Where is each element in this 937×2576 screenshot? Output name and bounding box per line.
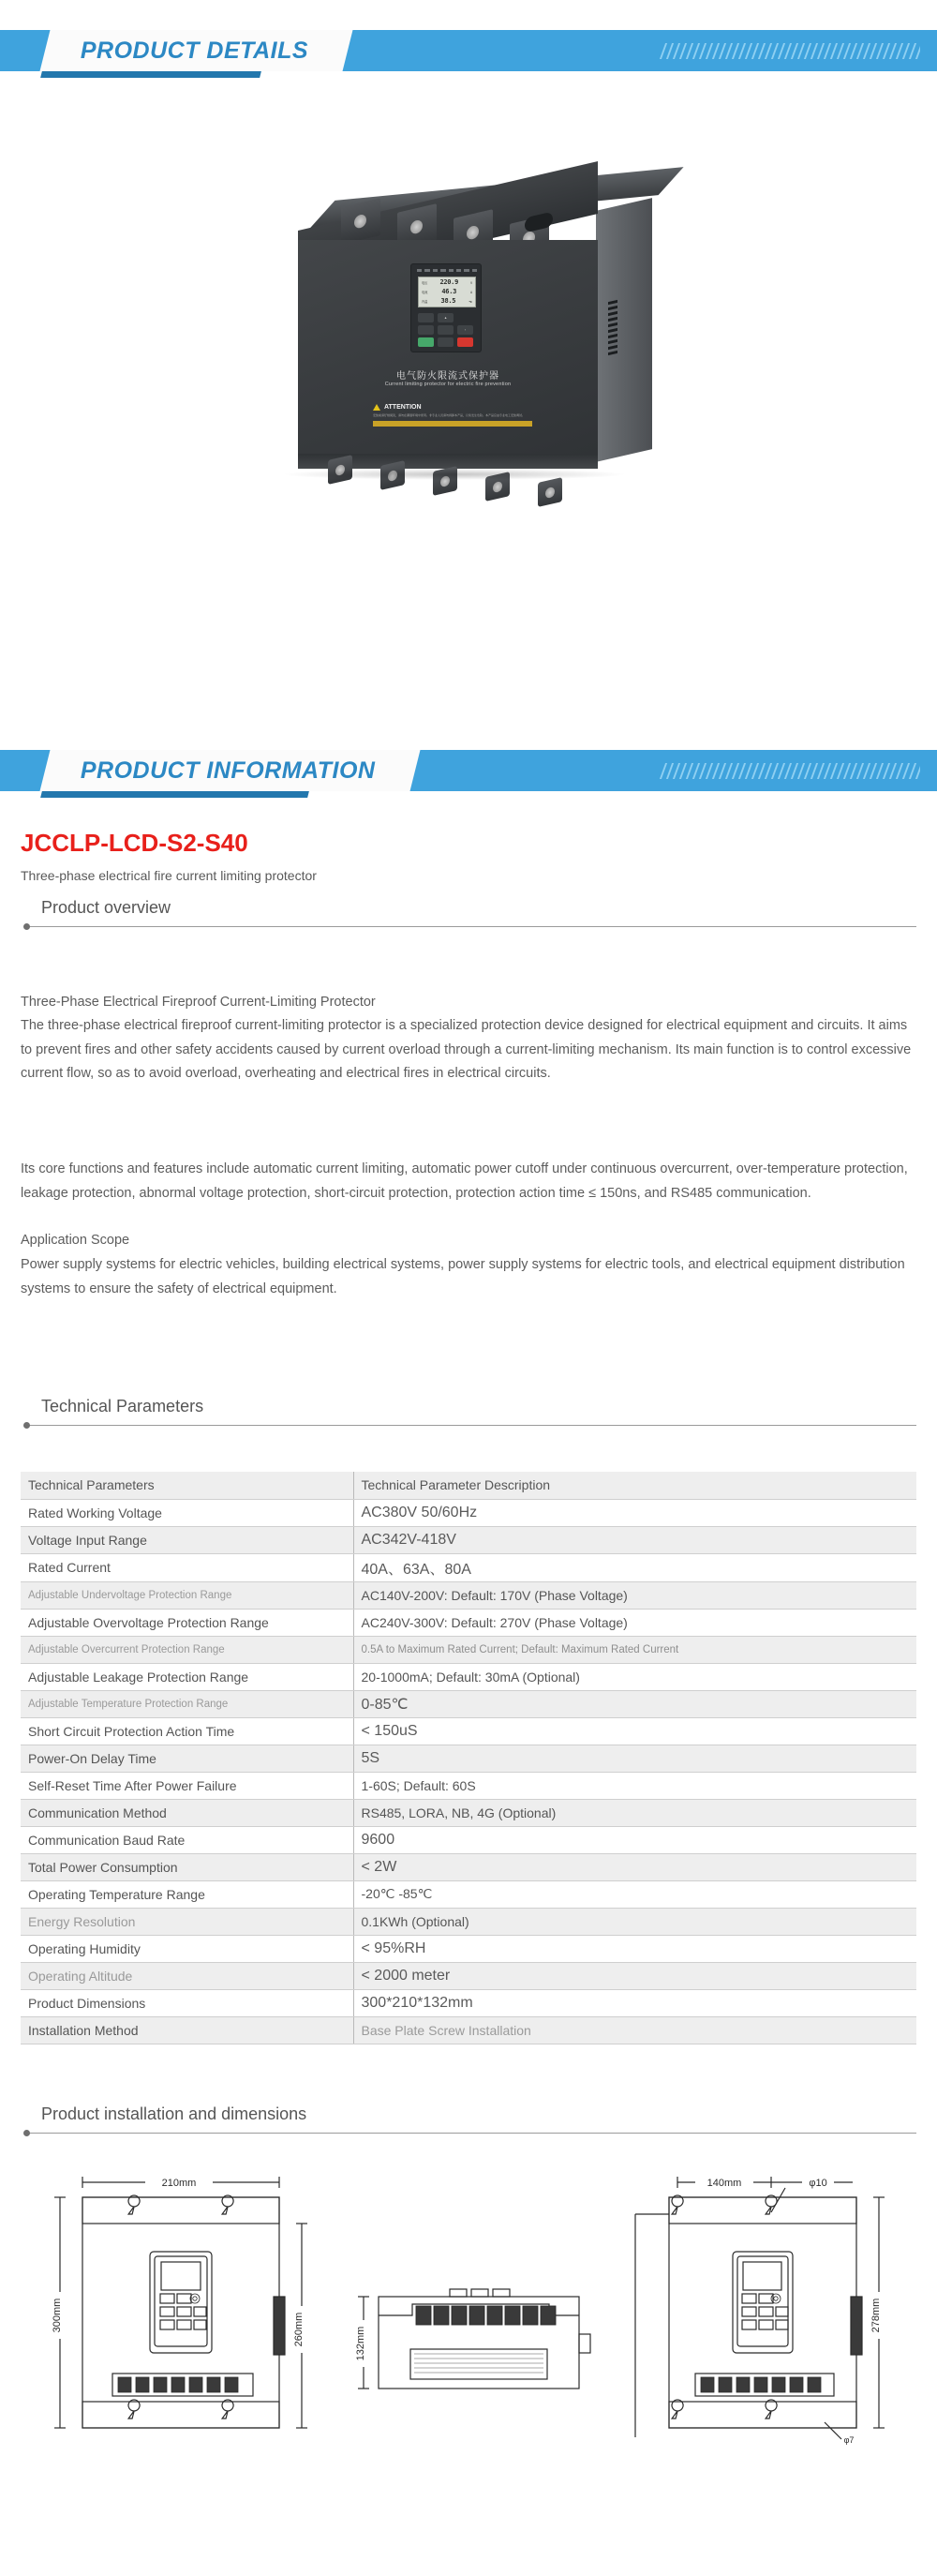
- device-terminal-5: [538, 477, 562, 507]
- table-cell-description: AC342V-418V: [353, 1526, 916, 1553]
- overview-paragraph-3: Power supply systems for electric vehicles, building electrical systems, power supply systems for electric tools, and electrical equipment distribution systems to ensure the safety of electrical equipment.: [21, 1257, 905, 1296]
- key-confirm: [438, 325, 454, 335]
- section-divider-line-2: [28, 1425, 916, 1426]
- front-width-label: 210mm: [161, 2178, 197, 2189]
- section-divider-dimensions: [21, 2130, 916, 2136]
- table-row: [21, 1690, 916, 1717]
- dimension-drawings: [0, 2156, 937, 2559]
- table-row: [21, 2016, 916, 2044]
- lcd-value-current: 46.3: [441, 288, 457, 295]
- dimension-drawings-svg: [0, 2156, 937, 2559]
- banner-title-details: [40, 30, 353, 71]
- key-unlock: ›: [457, 325, 473, 335]
- table-row: [21, 1962, 916, 1989]
- device-attention-block: [373, 404, 532, 427]
- table-cell-parameter: Power-On Delay Time: [21, 1745, 353, 1772]
- lcd-row-current: [422, 289, 472, 295]
- section-divider-line-3: [28, 2133, 916, 2134]
- table-cell-parameter: Communication Baud Rate: [21, 1826, 353, 1853]
- section-title-technical: Technical Parameters: [41, 1397, 204, 1415]
- table-row: [21, 1853, 916, 1880]
- device-keypad: [418, 313, 476, 350]
- lcd-label-current: 电流: [422, 291, 428, 294]
- device-vent-slots: [606, 299, 619, 360]
- table-cell-description: Base Plate Screw Installation: [353, 2016, 916, 2044]
- lcd-unit-temperature: ℃: [468, 300, 472, 304]
- lcd-unit-current: A: [470, 291, 472, 294]
- technical-parameters-table: [21, 1472, 916, 2044]
- back-width-label: 140mm: [706, 2178, 742, 2189]
- table-row: [21, 1880, 916, 1908]
- overview-paragraph-2: Its core functions and features include automatic current limiting, automatic power cutoff under continuous overcurrent, over-temperature protection, leakage protection, abnormal voltage protection, short-circuit protection, protection action time ≤ 150ns, and RS485 communication.: [21, 1161, 908, 1201]
- device-control-panel: [410, 263, 482, 352]
- table-cell-parameter: Adjustable Overcurrent Protection Range: [21, 1636, 353, 1663]
- section-heading-overview: [21, 898, 916, 930]
- table-cell-description: < 2W: [353, 1853, 916, 1880]
- overview-scope-heading: Application Scope: [21, 1233, 130, 1248]
- table-header-row: [21, 1472, 916, 1499]
- table-cell-parameter: Product Dimensions: [21, 1989, 353, 2016]
- back-height-label: 278mm: [870, 2298, 882, 2333]
- device-label-chinese: 电气防火限流式保护器: [396, 371, 499, 382]
- table-cell-description: < 150uS: [353, 1717, 916, 1745]
- table-cell-parameter: Energy Resolution: [21, 1908, 353, 1935]
- table-cell-description: 20-1000mA; Default: 30mA (Optional): [353, 1663, 916, 1690]
- table-cell-description: 0.1KWh (Optional): [353, 1908, 916, 1935]
- table-row: [21, 1581, 916, 1609]
- table-cell-parameter: Rated Current: [21, 1553, 353, 1581]
- key-close-circuit: [418, 337, 434, 347]
- section-divider-dot-1: [23, 923, 30, 930]
- table-cell-parameter: Adjustable Undervoltage Protection Range: [21, 1581, 353, 1609]
- table-cell-description: AC380V 50/60Hz: [353, 1499, 916, 1526]
- key-up-arrow: ▲: [438, 313, 454, 322]
- front-inner-height-label: 260mm: [293, 2312, 305, 2347]
- table-cell-description: 40A、63A、80A: [353, 1553, 916, 1581]
- drawing-back-view: [635, 2175, 886, 2445]
- lcd-row-temperature: [422, 298, 472, 305]
- keypad-row-3: [418, 337, 476, 347]
- key-open-circuit: [457, 337, 473, 347]
- table-cell-description: -20℃ -85℃: [353, 1880, 916, 1908]
- table-row: [21, 1799, 916, 1826]
- lcd-label-voltage: 电压: [422, 281, 428, 285]
- table-row: [21, 1745, 916, 1772]
- device-label-english: Current limiting protector for electric fire prevention: [384, 382, 512, 387]
- section-heading-technical: [21, 1397, 916, 1429]
- hatch-pattern-1: [517, 30, 920, 71]
- table-cell-parameter: Adjustable Temperature Protection Range: [21, 1690, 353, 1717]
- banner-title-information: [40, 750, 421, 791]
- table-cell-parameter: Communication Method: [21, 1799, 353, 1826]
- table-cell-description: < 2000 meter: [353, 1962, 916, 1989]
- table-cell-parameter: Adjustable Leakage Protection Range: [21, 1663, 353, 1690]
- table-row: [21, 1935, 916, 1962]
- section-divider-dot-3: [23, 2130, 30, 2136]
- table-cell-description: AC140V-200V: Default: 170V (Phase Voltage): [353, 1581, 916, 1609]
- drawing-front-view: [52, 2175, 309, 2428]
- table-cell-parameter: Operating Temperature Range: [21, 1880, 353, 1908]
- table-cell-description: 1-60S; Default: 60S: [353, 1772, 916, 1799]
- front-height-label: 300mm: [52, 2298, 63, 2333]
- banner-underline-1: [40, 71, 261, 78]
- keypad-row-1: [418, 313, 476, 322]
- hatch-pattern-2: [517, 750, 920, 791]
- table-cell-description: 300*210*132mm: [353, 1989, 916, 2016]
- section-divider-dot-2: [23, 1422, 30, 1429]
- device-shadow: [281, 469, 628, 480]
- table-row: [21, 1609, 916, 1636]
- table-cell-parameter: Voltage Input Range: [21, 1526, 353, 1553]
- table-cell-description: < 95%RH: [353, 1935, 916, 1962]
- back-hole-label: φ10: [809, 2178, 827, 2189]
- product-image: [0, 90, 937, 417]
- table-cell-parameter: Self-Reset Time After Power Failure: [21, 1772, 353, 1799]
- table-header-value: Technical Parameter Description: [353, 1472, 916, 1499]
- section-divider-line-1: [28, 926, 916, 927]
- section-title-overview: Product overview: [41, 898, 171, 917]
- table-row: [21, 1908, 916, 1935]
- overview-paragraph-1: The three-phase electrical fireproof current-limiting protector is a specialized protection device designed for electrical equipment and circuits. It aims to prevent fires and other safety accidents caused by current overload through a current-limiting mechanism. Its main function is to control excessive current flow, so as to avoid overload, overheating and electrical fires in electrical circuits.: [21, 1018, 912, 1081]
- table-cell-description: 5S: [353, 1745, 916, 1772]
- table-row: [21, 1553, 916, 1581]
- attention-title: ATTENTION: [384, 404, 422, 411]
- model-number: JCCLP-LCD-S2-S40: [21, 829, 248, 857]
- attention-text: 安装前请仔细阅读，请勿在潮湿环境中使用。非专业人员请勿拆卸本产品，以免发生危险。本产品应由专业电工安装调试。: [373, 413, 526, 417]
- table-cell-description: AC240V-300V: Default: 270V (Phase Voltage): [353, 1609, 916, 1636]
- lcd-value-voltage: 220.9: [439, 278, 459, 286]
- table-cell-description: 9600: [353, 1826, 916, 1853]
- table-cell-description: RS485, LORA, NB, 4G (Optional): [353, 1799, 916, 1826]
- section-title-dimensions: Product installation and dimensions: [41, 2104, 307, 2123]
- table-row: [21, 1826, 916, 1853]
- table-row: [21, 1499, 916, 1526]
- table-cell-parameter: Installation Method: [21, 2016, 353, 2044]
- table-row: [21, 1989, 916, 2016]
- warning-triangle-icon: [373, 404, 380, 411]
- indicator-leds: [417, 269, 477, 272]
- table-row: [21, 1663, 916, 1690]
- table-cell-parameter: Rated Working Voltage: [21, 1499, 353, 1526]
- lcd-value-temperature: 38.5: [440, 297, 456, 305]
- key-reset: [438, 337, 454, 347]
- overview-heading-line: Three-Phase Electrical Fireproof Current-Limiting Protector: [21, 995, 376, 1010]
- lcd-unit-voltage: V: [470, 281, 472, 285]
- key-query: [418, 325, 434, 335]
- table-cell-parameter: Total Power Consumption: [21, 1853, 353, 1880]
- keypad-row-2: [418, 325, 476, 335]
- table-cell-description: 0-85℃: [353, 1690, 916, 1717]
- lcd-label-temperature: 内温: [422, 300, 428, 304]
- side-height-label: 132mm: [355, 2326, 366, 2361]
- key-settings: [418, 313, 434, 322]
- table-cell-description: 0.5A to Maximum Rated Current; Default: Maximum Rated Current: [353, 1636, 916, 1663]
- section-divider-overview: [21, 923, 916, 930]
- back-bottom-hole-label: φ7: [843, 2435, 855, 2445]
- table-cell-parameter: Adjustable Overvoltage Protection Range: [21, 1609, 353, 1636]
- table-header-key: Technical Parameters: [21, 1472, 353, 1499]
- table-cell-parameter: Operating Altitude: [21, 1962, 353, 1989]
- attention-warning-bar: [373, 421, 532, 427]
- product-subtitle: Three-phase electrical fire current limiting protector: [21, 868, 317, 883]
- lcd-row-voltage: [422, 279, 472, 286]
- lcd-screen: [418, 277, 476, 307]
- table-row: [21, 1636, 916, 1663]
- device-side-panel: [596, 198, 652, 462]
- table-row: [21, 1717, 916, 1745]
- banner-title-details-text: PRODUCT DETAILS: [81, 37, 309, 64]
- table-cell-parameter: Operating Humidity: [21, 1935, 353, 1962]
- table-row: [21, 1772, 916, 1799]
- drawing-side-view: [355, 2289, 590, 2389]
- table-row: [21, 1526, 916, 1553]
- banner-title-information-text: PRODUCT INFORMATION: [81, 756, 376, 784]
- section-divider-technical: [21, 1422, 916, 1429]
- attention-heading: [373, 404, 532, 411]
- banner-underline-2: [40, 791, 309, 798]
- section-heading-dimensions: [21, 2104, 916, 2136]
- table-cell-parameter: Short Circuit Protection Action Time: [21, 1717, 353, 1745]
